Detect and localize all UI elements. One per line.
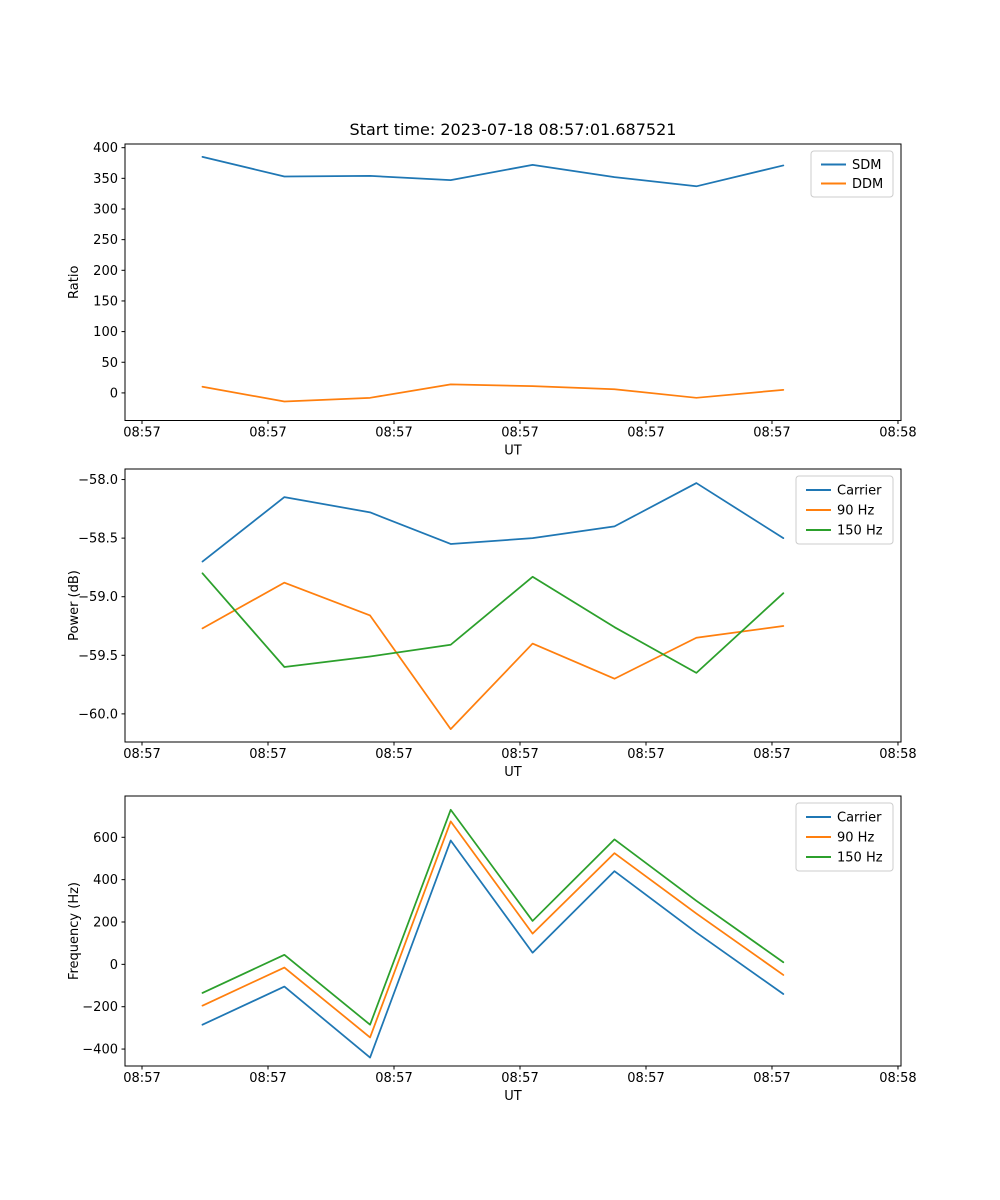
legend-label: Carrier <box>837 810 882 826</box>
legend-label: 150 Hz <box>837 523 883 539</box>
y-tick-label: 400 <box>93 873 118 889</box>
y-tick-label: 0 <box>109 957 118 973</box>
y-tick-label: 200 <box>93 915 118 931</box>
y-tick-label: 150 <box>93 294 118 310</box>
power-line-150-hz <box>202 573 783 673</box>
y-tick-label: −59.5 <box>78 648 118 664</box>
y-tick-label: 50 <box>101 355 118 371</box>
legend <box>811 151 893 197</box>
ratio-line-sdm <box>202 157 783 186</box>
axes-frame <box>125 144 901 421</box>
frequency-line-carrier <box>202 840 783 1057</box>
legend-label: 90 Hz <box>837 503 875 519</box>
legend-label: Carrier <box>837 483 882 499</box>
y-tick-label: 0 <box>109 386 118 402</box>
y-tick-label: −58.0 <box>78 473 118 489</box>
x-tick-label: 08:57 <box>375 747 413 762</box>
y-tick-label: −400 <box>82 1042 118 1058</box>
y-tick-label: −58.5 <box>78 531 118 547</box>
legend-label: 150 Hz <box>837 850 883 866</box>
subplot-ratio <box>67 141 917 458</box>
frequency-line-150-hz <box>202 810 783 1025</box>
axes-frame <box>125 469 901 742</box>
x-tick-label: 08:57 <box>123 1071 161 1086</box>
x-tick-label: 08:58 <box>879 1071 917 1086</box>
y-axis-label: Ratio <box>67 265 82 299</box>
legend <box>796 803 893 871</box>
x-tick-label: 08:57 <box>501 425 539 441</box>
y-tick-label: −200 <box>82 1000 118 1016</box>
x-tick-label: 08:57 <box>375 425 413 441</box>
legend <box>796 476 893 544</box>
x-tick-label: 08:57 <box>249 1071 287 1086</box>
x-tick-label: 08:57 <box>249 747 287 762</box>
x-tick-label: 08:57 <box>501 747 539 762</box>
y-axis-label: Power (dB) <box>67 570 82 641</box>
y-tick-label: 200 <box>93 263 118 279</box>
x-tick-label: 08:58 <box>879 425 917 441</box>
figure-title: Start time: 2023-07-18 08:57:01.687521 <box>349 120 677 139</box>
x-tick-label: 08:57 <box>123 747 161 762</box>
x-axis-label: UT <box>504 1089 522 1104</box>
ratio-line-ddm <box>202 384 783 401</box>
subplot-power <box>67 469 917 780</box>
y-tick-label: −59.0 <box>78 590 118 606</box>
x-axis-label: UT <box>504 443 522 459</box>
y-tick-label: 400 <box>93 141 118 157</box>
x-tick-label: 08:57 <box>753 1071 791 1086</box>
y-tick-label: 300 <box>93 202 118 218</box>
frequency-line-90-hz <box>202 821 783 1037</box>
y-tick-label: 350 <box>93 171 118 187</box>
x-tick-label: 08:57 <box>375 1071 413 1086</box>
legend-label: 90 Hz <box>837 830 875 846</box>
y-axis-label: Frequency (Hz) <box>67 881 82 981</box>
x-tick-label: 08:57 <box>123 425 161 441</box>
x-tick-label: 08:57 <box>627 1071 665 1086</box>
x-tick-label: 08:57 <box>753 747 791 762</box>
power-line-carrier <box>202 483 783 562</box>
x-tick-label: 08:57 <box>501 1071 539 1086</box>
y-tick-label: 600 <box>93 830 118 846</box>
x-tick-label: 08:57 <box>753 425 791 441</box>
y-tick-label: −60.0 <box>78 707 118 723</box>
y-tick-label: 250 <box>93 233 118 249</box>
x-tick-label: 08:57 <box>249 425 287 441</box>
y-tick-label: 100 <box>93 325 118 341</box>
x-tick-label: 08:58 <box>879 747 917 762</box>
axes-frame <box>125 796 901 1066</box>
x-tick-label: 08:57 <box>627 425 665 441</box>
power-line-90-hz <box>202 583 783 729</box>
legend-label: SDM <box>852 158 882 173</box>
legend-label: DDM <box>852 177 884 192</box>
subplot-frequency <box>67 796 917 1104</box>
x-axis-label: UT <box>504 765 522 780</box>
x-tick-label: 08:57 <box>627 747 665 762</box>
